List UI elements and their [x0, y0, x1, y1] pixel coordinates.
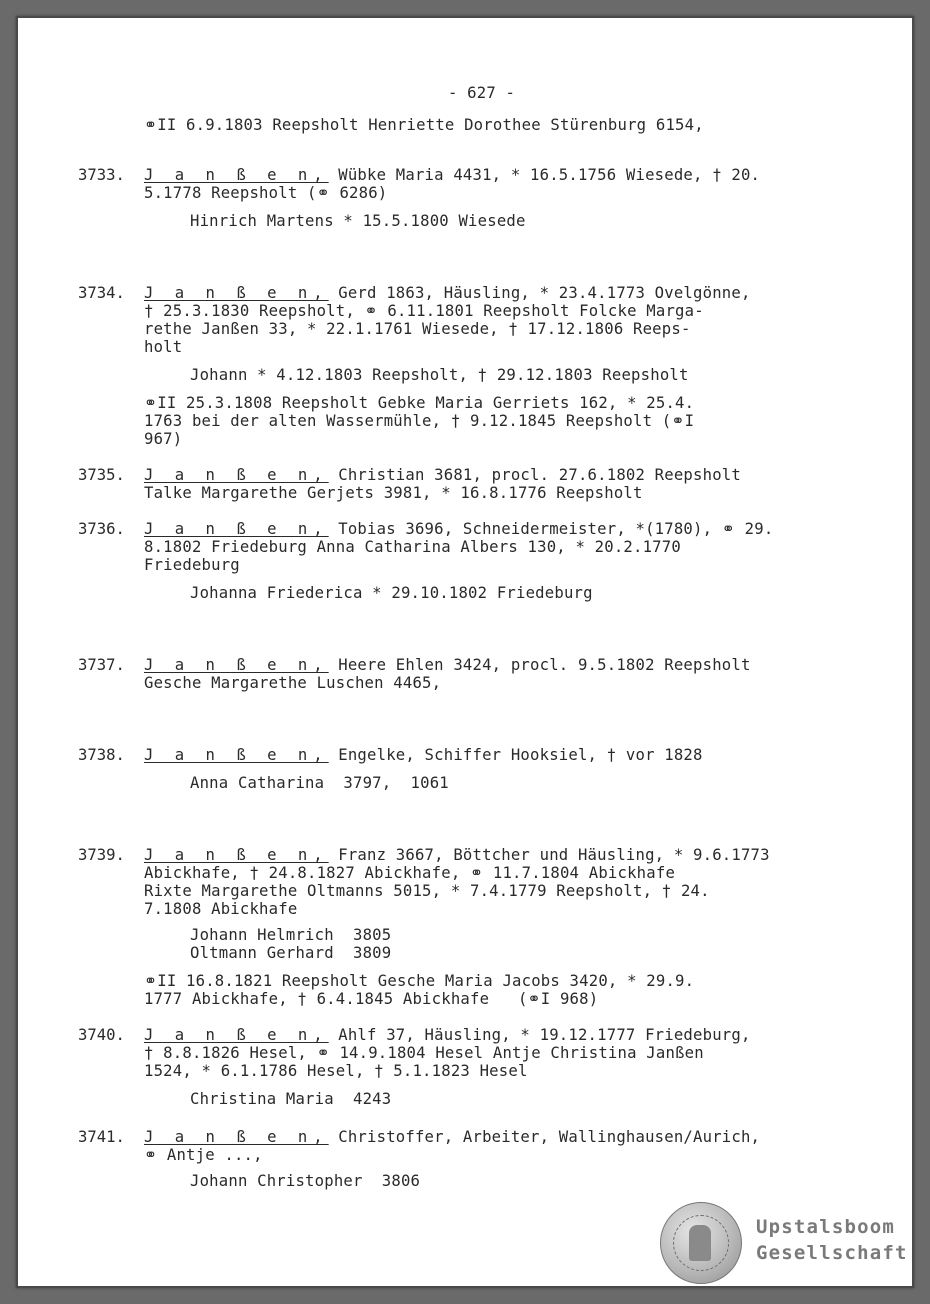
surname: J a n ß e n,: [144, 466, 329, 484]
entry-3741-line1: J a n ß e n, Christoffer, Arbeiter, Wallinghausen/Aurich,: [144, 1128, 761, 1146]
entry-3738-child: Anna Catharina 3797, 1061: [190, 774, 449, 792]
entry-3734-child: Johann * 4.12.1803 Reepsholt, † 29.12.1803 Reepsholt: [190, 366, 689, 384]
entry-3737-line2: Gesche Margarethe Luschen 4465,: [144, 674, 442, 692]
surname: J a n ß e n,: [144, 846, 329, 864]
entry-number: 3736.: [78, 520, 125, 538]
surname: J a n ß e n,: [144, 656, 329, 674]
entry-3740-line3: 1524, * 6.1.1786 Hesel, † 5.1.1823 Hesel: [144, 1062, 528, 1080]
entry-3741-child: Johann Christopher 3806: [190, 1172, 421, 1190]
document-page: [16, 16, 914, 1288]
entry-3739-line1: J a n ß e n, Franz 3667, Böttcher und Häusling, * 9.6.1773: [144, 846, 770, 864]
entry-3735-line2: Talke Margarethe Gerjets 3981, * 16.8.1776 Reepsholt: [144, 484, 643, 502]
surname: J a n ß e n,: [144, 1128, 329, 1146]
entry-3740-line2: † 8.8.1826 Hesel, ⚭ 14.9.1804 Hesel Antje Christina Janßen: [144, 1044, 704, 1062]
entry-3740-line1: J a n ß e n, Ahlf 37, Häusling, * 19.12.1777 Friedeburg,: [144, 1026, 751, 1044]
entry-number: 3739.: [78, 846, 125, 864]
entry-3740-child: Christina Maria 4243: [190, 1090, 392, 1108]
surname: J a n ß e n,: [144, 746, 329, 764]
entry-3734-line2: † 25.3.1830 Reepsholt, ⚭ 6.11.1801 Reepsholt Folcke Marga-: [144, 302, 704, 320]
entry-number: 3738.: [78, 746, 125, 764]
entry-number: 3737.: [78, 656, 125, 674]
entry-3739-line2: Abickhafe, † 24.8.1827 Abickhafe, ⚭ 11.7.1804 Abickhafe: [144, 864, 676, 882]
entry-3733-child: Hinrich Martens * 15.5.1800 Wiesede: [190, 212, 526, 230]
entry-3734-line3: rethe Janßen 33, * 22.1.1761 Wiesede, † 17.12.1806 Reeps-: [144, 320, 691, 338]
surname: J a n ß e n,: [144, 166, 329, 184]
surname: J a n ß e n,: [144, 1026, 329, 1044]
entry-number: 3734.: [78, 284, 125, 302]
entry-number: 3741.: [78, 1128, 125, 1146]
seal-icon: [660, 1202, 742, 1284]
entry-3739-child-2: Oltmann Gerhard 3809: [190, 944, 392, 962]
entry-3738-line1: J a n ß e n, Engelke, Schiffer Hooksiel, † vor 1828: [144, 746, 703, 764]
entry-3734-marriage2-c: 967): [144, 430, 183, 448]
continuation-line: ⚭II 6.9.1803 Reepsholt Henriette Dorothee Stürenburg 6154,: [144, 116, 704, 134]
entry-3736-line2: 8.1802 Friedeburg Anna Catharina Albers 130, * 20.2.1770: [144, 538, 681, 556]
entry-number: 3740.: [78, 1026, 125, 1044]
entry-3734-line4: holt: [144, 338, 183, 356]
surname: J a n ß e n,: [144, 284, 329, 302]
entry-3736-line3: Friedeburg: [144, 556, 240, 574]
page-number: - 627 -: [448, 84, 516, 102]
entry-3739-marriage2-b: 1777 Abickhafe, † 6.4.1845 Abickhafe (⚭I 968): [144, 990, 599, 1008]
entry-3739-child-1: Johann Helmrich 3805: [190, 926, 392, 944]
entry-3735-line1: J a n ß e n, Christian 3681, procl. 27.6.1802 Reepsholt: [144, 466, 741, 484]
entry-3741-line2: ⚭ Antje ...,: [144, 1146, 263, 1164]
page-border: [16, 16, 914, 1288]
entry-3734-marriage2-b: 1763 bei der alten Wassermühle, † 9.12.1845 Reepsholt (⚭I: [144, 412, 695, 430]
entry-3739-marriage2-a: ⚭II 16.8.1821 Reepsholt Gesche Maria Jacobs 3420, * 29.9.: [144, 972, 695, 990]
logo-text-line1: Upstalsboom: [756, 1216, 896, 1238]
entry-3736-line1: J a n ß e n, Tobias 3696, Schneidermeister, *(1780), ⚭ 29.: [144, 520, 774, 538]
entry-3739-line4: 7.1808 Abickhafe: [144, 900, 298, 918]
logo-text-line2: Gesellschaft: [756, 1242, 908, 1264]
entry-3737-line1: J a n ß e n, Heere Ehlen 3424, procl. 9.5.1802 Reepsholt: [144, 656, 751, 674]
entry-3736-child: Johanna Friederica * 29.10.1802 Friedeburg: [190, 584, 593, 602]
entry-3739-line3: Rixte Margarethe Oltmanns 5015, * 7.4.1779 Reepsholt, † 24.: [144, 882, 710, 900]
entry-3734-line1: J a n ß e n, Gerd 1863, Häusling, * 23.4.1773 Ovelgönne,: [144, 284, 751, 302]
surname: J a n ß e n,: [144, 520, 329, 538]
entry-3733-line1: J a n ß e n, Wübke Maria 4431, * 16.5.1756 Wiesede, † 20.: [144, 166, 761, 184]
entry-number: 3735.: [78, 466, 125, 484]
entry-number: 3733.: [78, 166, 125, 184]
society-logo: [660, 1202, 908, 1282]
entry-3733-line2: 5.1778 Reepsholt (⚭ 6286): [144, 184, 388, 202]
entry-3734-marriage2-a: ⚭II 25.3.1808 Reepsholt Gebke Maria Gerriets 162, * 25.4.: [144, 394, 695, 412]
